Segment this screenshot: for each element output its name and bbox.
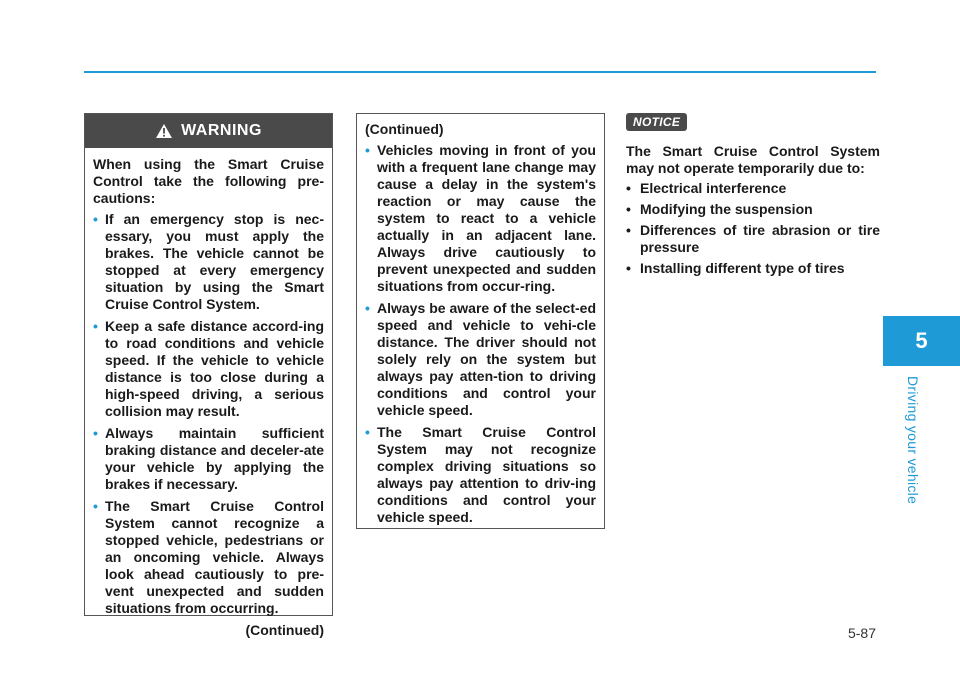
chapter-tab: 5 (883, 316, 960, 366)
list-item-text: Electrical interference (640, 180, 787, 196)
bullet-icon: • (93, 425, 98, 441)
bullet-icon: • (93, 211, 98, 227)
continued-box (356, 113, 605, 529)
list-item (626, 201, 880, 218)
list-item (93, 318, 324, 420)
notice-list (626, 180, 880, 277)
notice-section (626, 113, 880, 281)
bullet-icon: • (365, 424, 370, 440)
bullet-icon: • (626, 222, 631, 238)
list-item-text: Always be aware of the select-ed speed and vehicle to vehi-cle distance. The driver should not solely rely on the system but always pay atten-tion to driving conditions and control your vehicle speed. (377, 300, 596, 418)
list-item (365, 142, 596, 295)
bullet-icon: • (93, 498, 98, 514)
warning-box (84, 113, 333, 638)
list-item-text: Installing different type of tires (640, 260, 845, 276)
warning-header (85, 114, 332, 148)
list-item-text: The Smart Cruise Control System cannot recognize a stopped vehicle, pedestrians or an oncoming vehicle. Always look ahead cautiously to pre-vent unexpected and sudden situations from occurring. (105, 498, 324, 616)
bullet-icon: • (365, 142, 370, 158)
bullet-icon: • (626, 180, 631, 196)
list-item-text: Vehicles moving in front of you with a frequent lane change may cause a delay in the system's reaction or may cause the system to react to a vehicle actually in an adjacent lane. Always drive cautiously to prevent unexpected and sudden situations from occur-ring. (377, 142, 596, 294)
bullet-icon: • (626, 201, 631, 217)
list-item (93, 498, 324, 617)
list-item-text: Always maintain sufficient braking distance and deceler-ate your vehicle by applying the brakes if necessary. (105, 425, 324, 492)
list-item-text: If an emergency stop is nec-essary, you must apply the brakes. The vehicle cannot be stopped at every emergency situation by using the Smart Cruise Control System. (105, 211, 324, 312)
list-item (626, 180, 880, 197)
list-item-text: Differences of tire abrasion or tire pressure (640, 222, 880, 255)
continued-label: (Continued) (245, 622, 324, 638)
notice-badge: NOTICE (626, 113, 687, 131)
warning-body (85, 148, 332, 639)
list-item (365, 300, 596, 419)
continued-list (365, 142, 596, 526)
notice-body (626, 143, 880, 277)
page-number: 5-87 (847, 625, 876, 641)
continued-body (357, 114, 604, 526)
bullet-icon: • (93, 318, 98, 334)
chapter-title-text: Driving your vehicle (905, 376, 921, 505)
list-item (93, 425, 324, 493)
warning-intro: When using the Smart Cruise Control take the following pre-cautions: (93, 156, 324, 206)
bullet-icon: • (626, 260, 631, 276)
warning-list (93, 211, 324, 617)
list-item-text: Keep a safe distance accord-ing to road conditions and vehicle speed. If the vehicle to vehicle distance is too close during a high-speed driving, a serious collision may result. (105, 318, 324, 419)
bullet-icon: • (365, 300, 370, 316)
continued-heading: (Continued) (365, 121, 444, 137)
list-item (626, 260, 880, 277)
header-rule (84, 71, 876, 73)
warning-label: WARNING (181, 122, 262, 139)
list-item-text: Modifying the suspension (640, 201, 813, 217)
list-item (93, 211, 324, 313)
list-item (626, 222, 880, 256)
list-item (365, 424, 596, 526)
notice-intro: The Smart Cruise Control System may not operate temporarily due to: (626, 143, 880, 176)
warning-triangle-icon (155, 123, 173, 139)
list-item-text: The Smart Cruise Control System may not recognize complex driving situations so always pay attention to driv-ing conditions and control your vehicle speed. (377, 424, 596, 525)
